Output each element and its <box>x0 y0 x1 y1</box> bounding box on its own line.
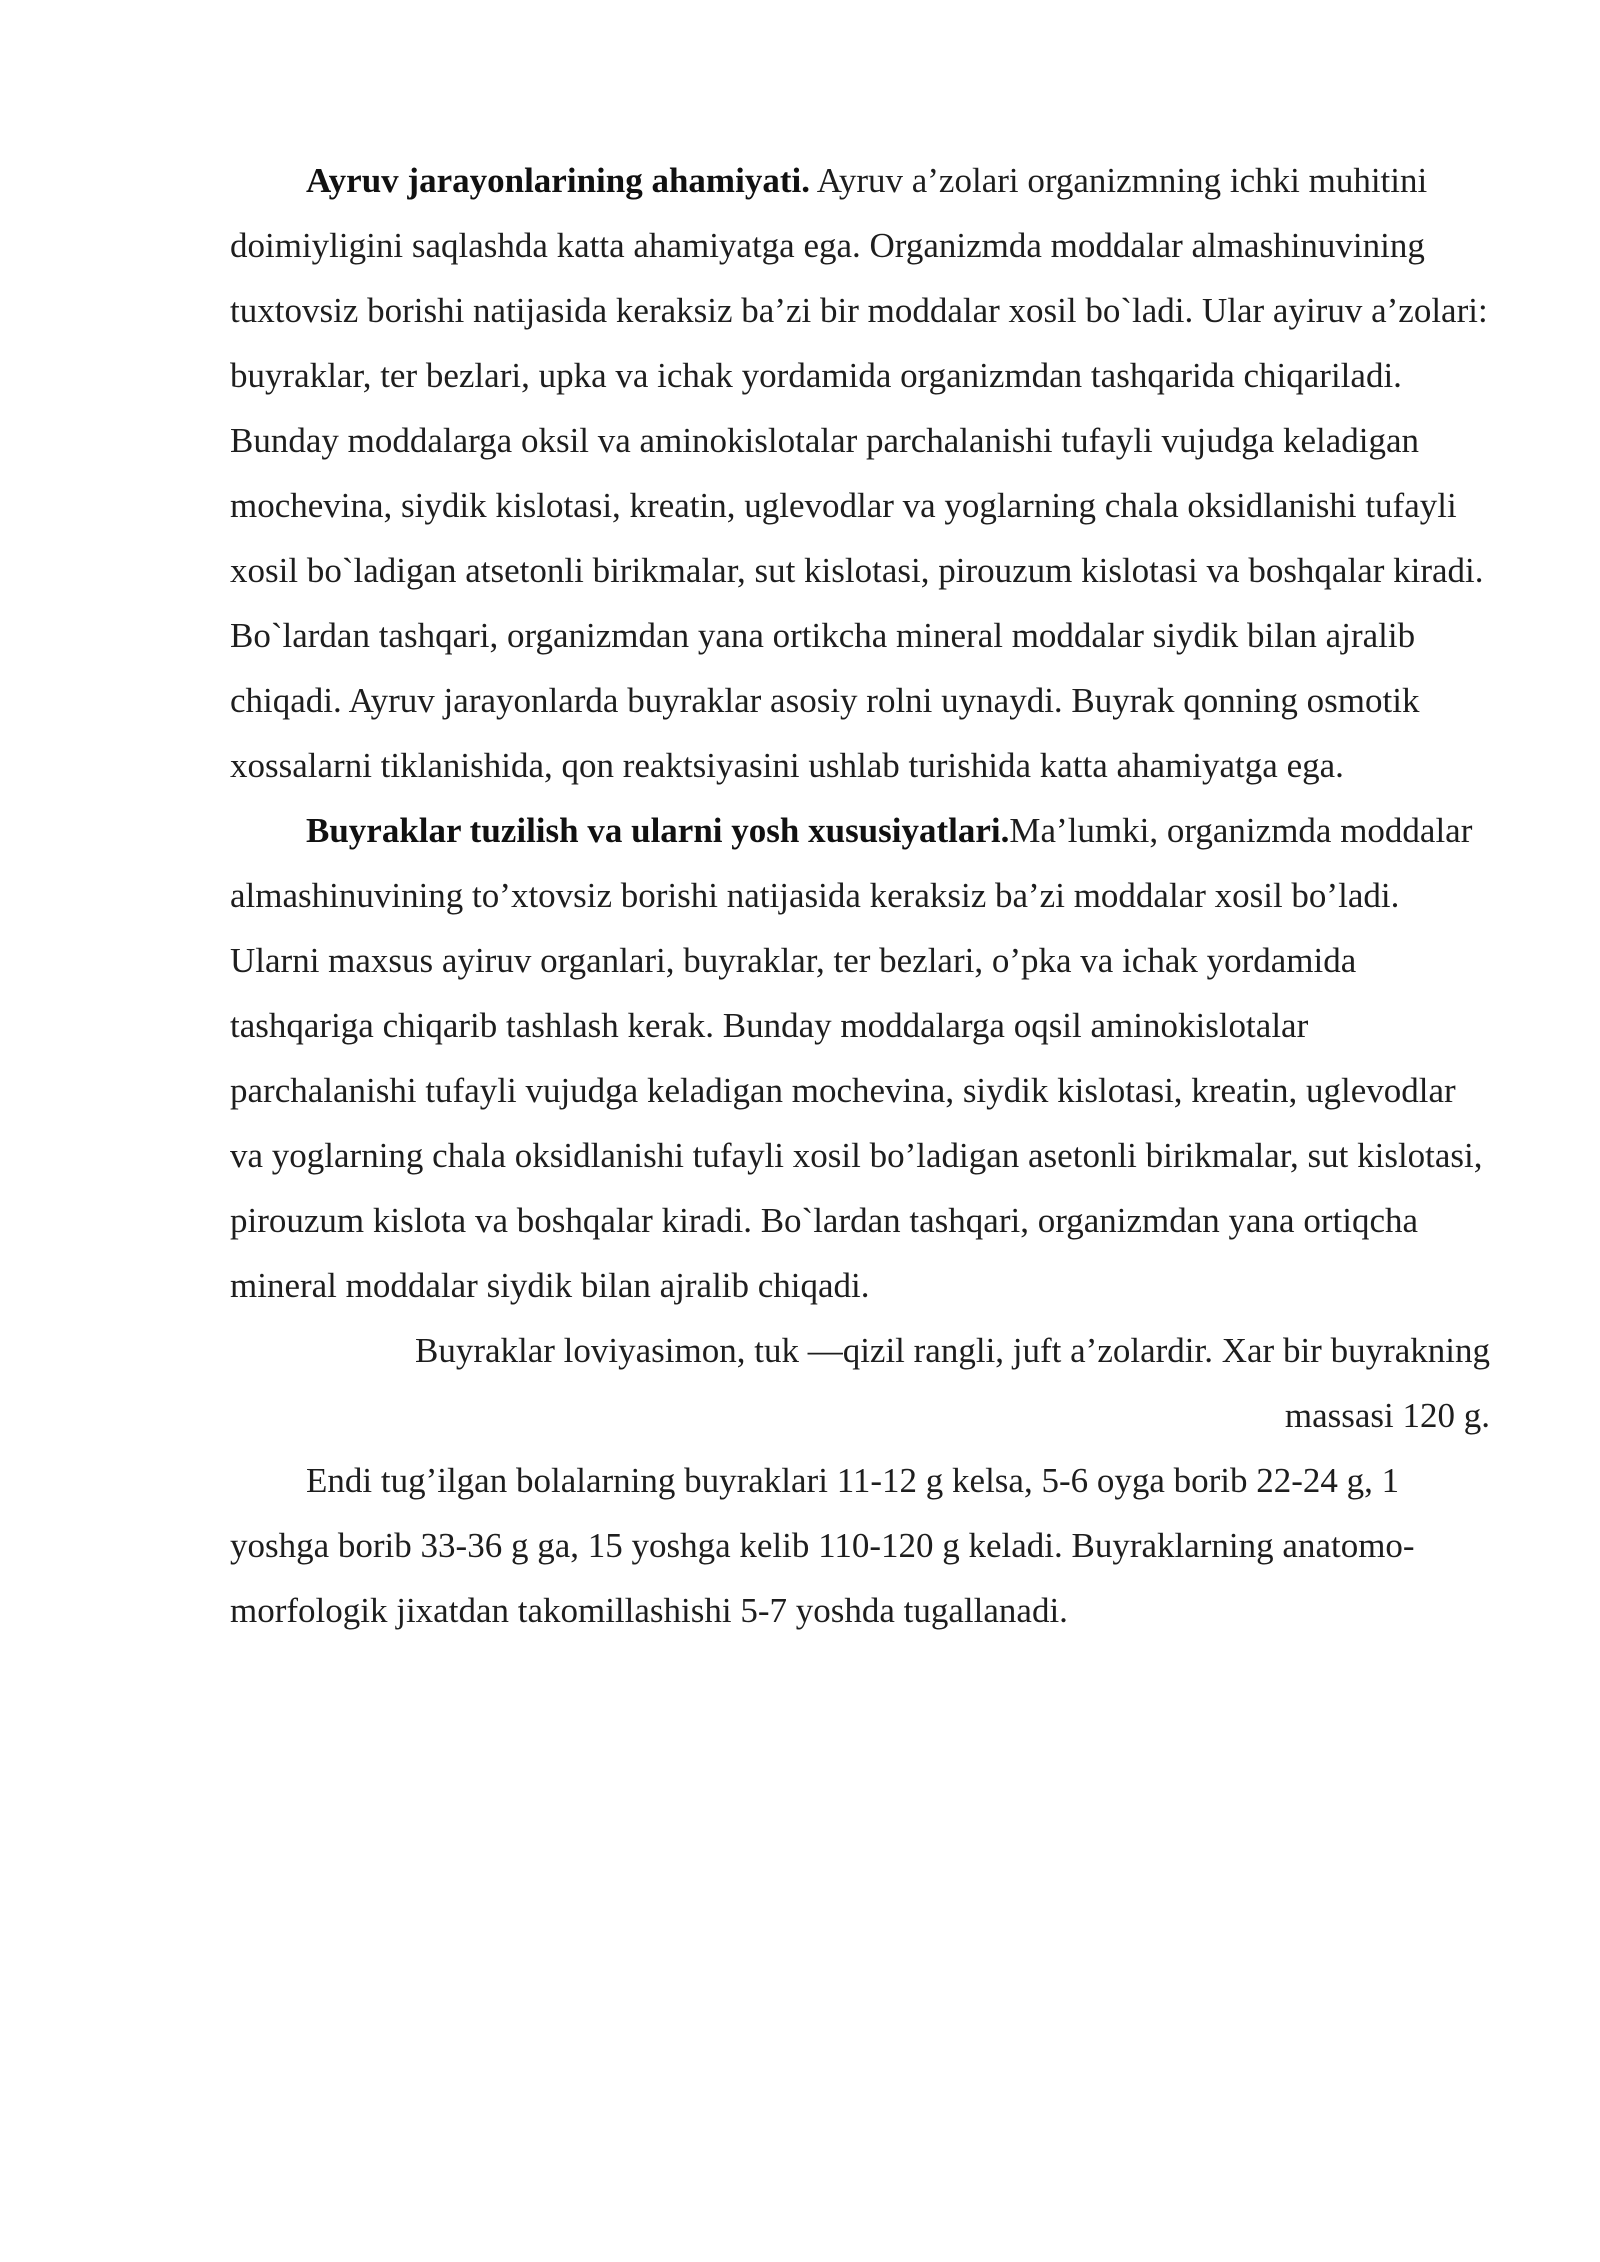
heading-kidney-structure: Buyraklar tuzilish va ularni yosh xususiyatlari. <box>306 811 1010 850</box>
heading-ayruv-importance: Ayruv jarayonlarining ahamiyati. <box>306 161 810 200</box>
paragraph-text: Buyraklar loviyasimon, tuk —qizil rangli, juft a’zolardir. Xar bir buyrakning massasi 120 g. <box>414 1331 1490 1435</box>
paragraph-kidney-structure <box>230 798 1490 1318</box>
paragraph-text: Endi tug’ilgan bolalarning buyraklari 11-12 g kelsa, 5-6 oyga borib 22-24 g, 1 yoshga borib 33-36 g ga, 15 yoshga kelib 110-120 g keladi. Buyraklarning anatomo-morfologik jixatdan takomillashishi 5-7 yoshda tugallanadi. <box>230 1461 1415 1630</box>
paragraph-text: Ayruv a’zolari organizmning ichki muhitini doimiyligini saqlashda katta ahamiyatga ega. Organizmda moddalar almashinuvining tuxtovsiz borishi natijasida keraksiz ba’zi bir moddalar xosil bo`ladi. Ular ayiruv a’zolari: buyraklar, ter bezlari, upka va ichak yordamida organizmdan tashqarida chiqariladi. Bunday moddalarga oksil va aminokislotalar parchalanishi tufayli vujudga keladigan mochevina, siydik kislotasi, kreatin, uglevodlar va yoglarning chala oksidlanishi tufayli xosil bo`ladigan atsetonli birikmalar, sut kislotasi, pirouzum kislotasi va boshqalar kiradi. Bo`lardan tashqari, organizmdan yana ortikcha mineral moddalar siydik bilan ajralib chiqadi. Ayruv jarayonlarda buyraklar asosiy rolni uynaydi. Buyrak qonning osmotik xossalarni tiklanishida, qon reaktsiyasini ushlab turishida katta ahamiyatga ega. <box>230 161 1488 785</box>
paragraph-kidney-mass <box>230 1318 1490 1448</box>
paragraph-kidney-growth <box>230 1448 1490 1643</box>
document-body <box>230 148 1490 1643</box>
paragraph-text: Ma’lumki, organizmda moddalar almashinuvining to’xtovsiz borishi natijasida keraksiz ba’zi moddalar xosil bo’ladi. Ularni maxsus ayiruv organlari, buyraklar, ter bezlari, o’pka va ichak yordamida tashqariga chiqarib tashlash kerak. Bunday moddalarga oqsil aminokislotalar parchalanishi tufayli vujudga keladigan mochevina, siydik kislotasi, kreatin, uglevodlar va yoglarning chala oksidlanishi tufayli xosil bo’ladigan asetonli birikmalar, sut kislotasi, pirouzum kislota va boshqalar kiradi. Bo`lardan tashqari, organizmdan yana ortiqcha mineral moddalar siydik bilan ajralib chiqadi. <box>230 811 1483 1305</box>
paragraph-ayruv-importance <box>230 148 1490 798</box>
